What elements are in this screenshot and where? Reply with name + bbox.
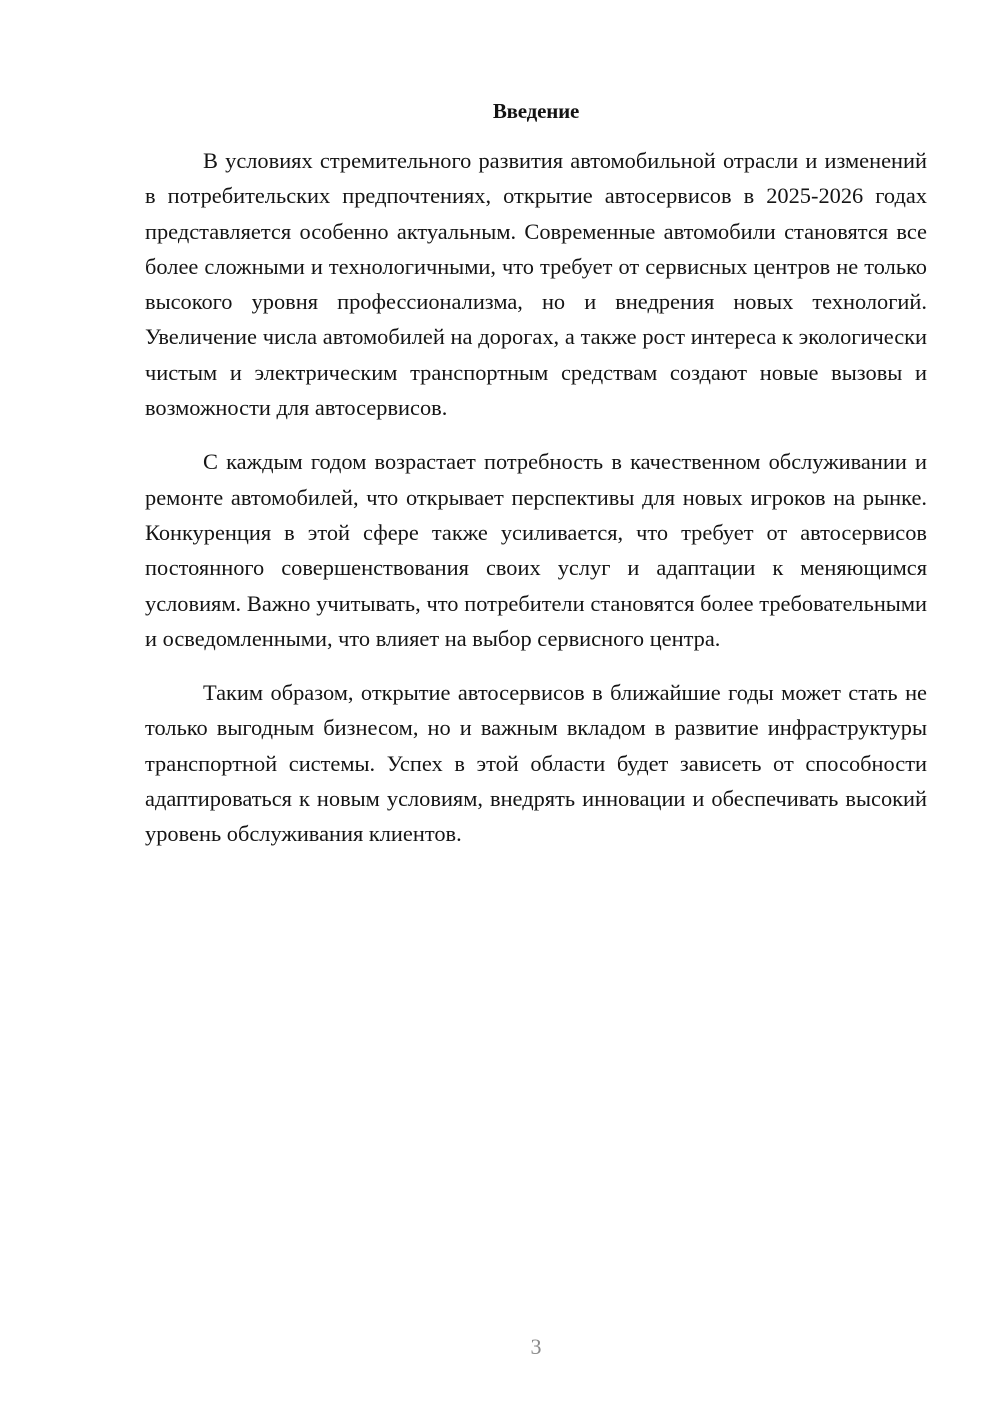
page-number: 3 xyxy=(530,1334,542,1359)
body-text xyxy=(145,143,927,871)
section-heading: Введение xyxy=(492,99,580,123)
paragraph-1: В условиях стремительного развития автомобильной отрасли и изменений в потребительских предпочтениях, открытие автосервисов в 2025-2026 годах представляется особенно актуальным. Современные автомобили становятся все более сложными и технологичными, что требует от сервисных центров не только высокого уровня профессионализма, но и внедрения новых технологий. Увеличение числа автомобилей на дорогах, а также рост интереса к экологически чистым и электрическим транспортным средствам создают новые вызовы и возможности для автосервисов. xyxy=(145,148,927,421)
paragraph-3: Таким образом, открытие автосервисов в ближайшие годы может стать не только выгодным бизнесом, но и важным вкладом в развитие инфраструктуры транспортной системы. Успех в этой области будет зависеть от способности адаптироваться к новым условиям, внедрять инновации и обеспечивать высокий уровень обслуживания клиентов. xyxy=(145,680,927,847)
paragraph-2: С каждым годом возрастает потребность в качественном обслуживании и ремонте автомобилей, что открывает перспективы для новых игроков на рынке. Конкуренция в этой сфере также усиливается, что требует от автосервисов постоянного совершенствования своих услуг и адаптации к меняющимся условиям. Важно учитывать, что потребители становятся более требовательными и осведомленными, что влияет на выбор сервисного центра. xyxy=(145,449,927,651)
